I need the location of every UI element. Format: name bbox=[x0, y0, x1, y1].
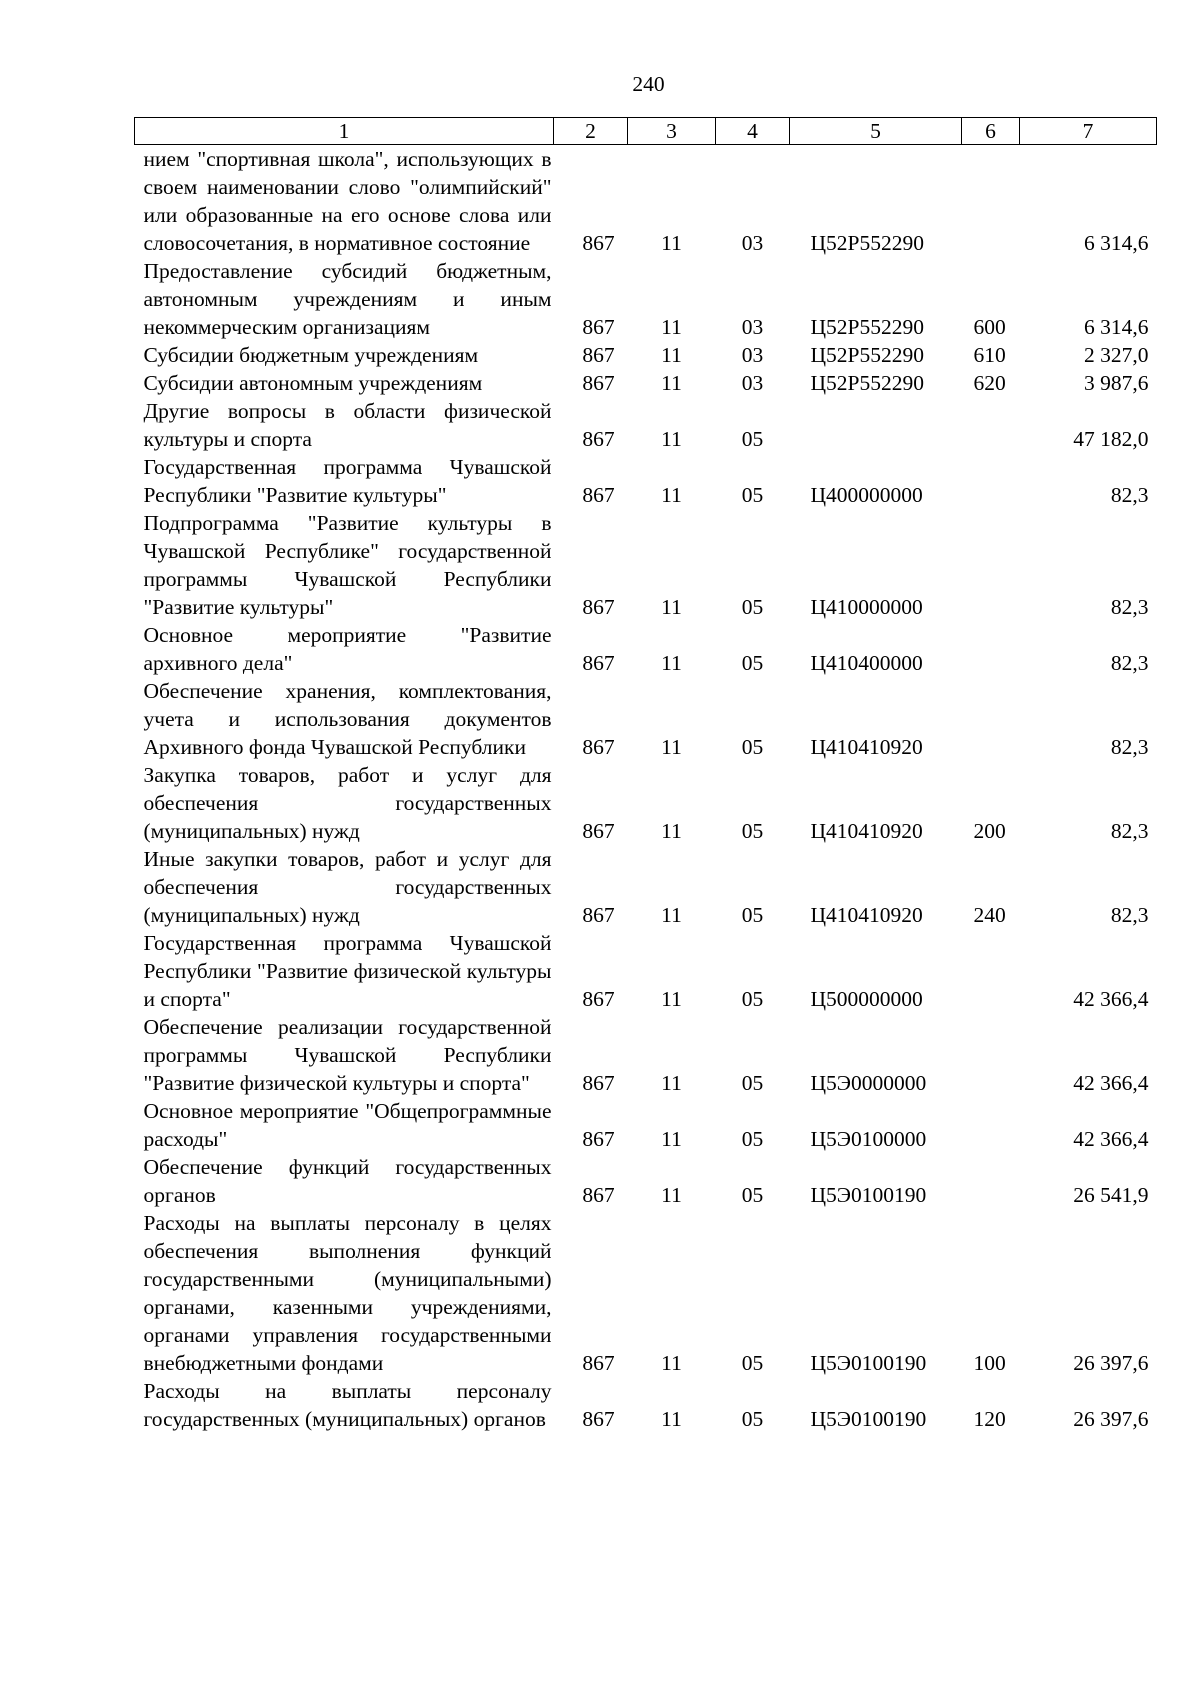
row-amount: 26 397,6 bbox=[1073, 1407, 1149, 1431]
row-subsection-code: 03 bbox=[741, 371, 764, 395]
row-section-code: 11 bbox=[661, 483, 682, 507]
row-subsection-code: 03 bbox=[741, 343, 764, 367]
row-expense-type bbox=[962, 1097, 1020, 1153]
row-amount: 42 366,4 bbox=[1073, 987, 1149, 1011]
row-amount: 3 987,6 bbox=[1084, 371, 1149, 395]
row-name: Основное мероприятие "Развитие архивного дела" bbox=[143, 623, 552, 675]
row-expense-type bbox=[962, 397, 1020, 453]
table-row bbox=[135, 1013, 1157, 1097]
row-expense-type bbox=[962, 145, 1020, 258]
row-expense-type bbox=[962, 1153, 1020, 1209]
row-name: нием "спортивная школа", использующих в своем наименовании слово "олимпийский" или образованные на его основе слова или словосочетания, в нормативное состояние bbox=[143, 147, 552, 255]
row-ministry-code: 867 bbox=[582, 735, 615, 759]
row-amount: 82,3 bbox=[1110, 483, 1149, 507]
table-row bbox=[135, 1097, 1157, 1153]
row-name: Подпрограмма "Развитие культуры в Чувашской Республике" государственной программы Чувашской Республики "Развитие культуры" bbox=[143, 511, 552, 619]
header-col-4: 4 bbox=[716, 118, 790, 145]
row-section-code: 11 bbox=[661, 427, 682, 451]
row-amount: 42 366,4 bbox=[1073, 1071, 1149, 1095]
table-row bbox=[135, 397, 1157, 453]
row-subsection-code: 03 bbox=[741, 231, 764, 255]
row-name: Обеспечение реализации государственной программы Чувашской Республики "Развитие физической культуры и спорта" bbox=[143, 1015, 552, 1095]
row-name: Предоставление субсидий бюджетным, автономным учреждениям и иным некоммерческим организациям bbox=[143, 259, 552, 339]
row-section-code: 11 bbox=[661, 315, 682, 339]
row-ministry-code: 867 bbox=[582, 427, 615, 451]
row-section-code: 11 bbox=[661, 735, 682, 759]
row-target-article: Ц5Э0100190 bbox=[810, 1183, 927, 1207]
table-row bbox=[135, 1377, 1157, 1433]
row-target-article: Ц5Э0100190 bbox=[810, 1407, 927, 1431]
row-name: Расходы на выплаты персоналу государственных (муниципальных) органов bbox=[143, 1379, 552, 1431]
row-subsection-code: 05 bbox=[741, 1183, 764, 1207]
table-header bbox=[135, 118, 1157, 145]
table-body bbox=[135, 145, 1157, 1434]
header-row bbox=[135, 118, 1157, 145]
row-ministry-code: 867 bbox=[582, 651, 615, 675]
row-name: Другие вопросы в области физической культуры и спорта bbox=[143, 399, 552, 451]
table-row bbox=[135, 453, 1157, 509]
row-target-article: Ц52P552290 bbox=[810, 231, 924, 255]
row-name: Иные закупки товаров, работ и услуг для обеспечения государственных (муниципальных) нужд bbox=[143, 847, 552, 927]
table-row bbox=[135, 509, 1157, 621]
row-subsection-code: 05 bbox=[741, 595, 764, 619]
row-subsection-code: 05 bbox=[741, 1071, 764, 1095]
row-name: Субсидии бюджетным учреждениям bbox=[143, 343, 479, 367]
row-amount: 6 314,6 bbox=[1084, 231, 1149, 255]
row-amount: 82,3 bbox=[1110, 651, 1149, 675]
row-section-code: 11 bbox=[661, 1183, 682, 1207]
row-subsection-code: 05 bbox=[741, 427, 764, 451]
row-ministry-code: 867 bbox=[582, 1071, 615, 1095]
row-target-article: Ц410410920 bbox=[810, 903, 923, 927]
row-target-article: Ц410000000 bbox=[810, 595, 923, 619]
row-expense-type bbox=[962, 677, 1020, 761]
table-row bbox=[135, 761, 1157, 845]
header-col-3: 3 bbox=[628, 118, 716, 145]
row-amount: 2 327,0 bbox=[1084, 343, 1149, 367]
table-row bbox=[135, 621, 1157, 677]
row-name: Государственная программа Чувашской Республики "Развитие физической культуры и спорта" bbox=[143, 931, 552, 1011]
row-expense-type bbox=[962, 929, 1020, 1013]
row-ministry-code: 867 bbox=[582, 1407, 615, 1431]
row-name: Обеспечение функций государственных органов bbox=[143, 1155, 552, 1207]
row-section-code: 11 bbox=[661, 1127, 682, 1151]
row-expense-type: 610 bbox=[973, 343, 1006, 367]
row-ministry-code: 867 bbox=[582, 483, 615, 507]
row-subsection-code: 03 bbox=[741, 315, 764, 339]
row-ministry-code: 867 bbox=[582, 903, 615, 927]
row-ministry-code: 867 bbox=[582, 315, 615, 339]
table-row bbox=[135, 145, 1157, 258]
table-row bbox=[135, 1153, 1157, 1209]
row-ministry-code: 867 bbox=[582, 1351, 615, 1375]
row-subsection-code: 05 bbox=[741, 735, 764, 759]
header-col-5: 5 bbox=[790, 118, 962, 145]
row-name: Субсидии автономным учреждениям bbox=[143, 371, 483, 395]
row-section-code: 11 bbox=[661, 343, 682, 367]
budget-table bbox=[134, 117, 1157, 1433]
row-ministry-code: 867 bbox=[582, 371, 615, 395]
row-target-article: Ц52P552290 bbox=[810, 343, 924, 367]
row-name: Основное мероприятие "Общепрограммные расходы" bbox=[143, 1099, 552, 1151]
row-expense-type: 240 bbox=[973, 903, 1006, 927]
row-section-code: 11 bbox=[661, 371, 682, 395]
row-target-article: Ц52P552290 bbox=[810, 371, 924, 395]
row-ministry-code: 867 bbox=[582, 1183, 615, 1207]
row-subsection-code: 05 bbox=[741, 903, 764, 927]
row-expense-type: 200 bbox=[973, 819, 1006, 843]
row-amount: 82,3 bbox=[1110, 903, 1149, 927]
row-section-code: 11 bbox=[661, 651, 682, 675]
row-expense-type bbox=[962, 621, 1020, 677]
header-col-2: 2 bbox=[554, 118, 628, 145]
row-section-code: 11 bbox=[661, 1351, 682, 1375]
row-section-code: 11 bbox=[661, 595, 682, 619]
table-row bbox=[135, 257, 1157, 341]
row-target-article: Ц52P552290 bbox=[810, 315, 924, 339]
row-expense-type: 600 bbox=[973, 315, 1006, 339]
row-amount: 42 366,4 bbox=[1073, 1127, 1149, 1151]
table-row bbox=[135, 677, 1157, 761]
row-target-article: Ц500000000 bbox=[810, 987, 923, 1011]
row-amount: 26 397,6 bbox=[1073, 1351, 1149, 1375]
row-section-code: 11 bbox=[661, 1407, 682, 1431]
row-ministry-code: 867 bbox=[582, 1127, 615, 1151]
row-ministry-code: 867 bbox=[582, 987, 615, 1011]
row-section-code: 11 bbox=[661, 231, 682, 255]
table-row bbox=[135, 929, 1157, 1013]
row-amount: 82,3 bbox=[1110, 595, 1149, 619]
row-target-article: Ц400000000 bbox=[810, 483, 923, 507]
row-amount: 26 541,9 bbox=[1073, 1183, 1149, 1207]
row-ministry-code: 867 bbox=[582, 231, 615, 255]
row-amount: 47 182,0 bbox=[1073, 427, 1149, 451]
table-row bbox=[135, 369, 1157, 397]
row-target-article: Ц5Э0000000 bbox=[810, 1071, 927, 1095]
row-name: Обеспечение хранения, комплектования, учета и использования документов Архивного фонда Чувашской Республики bbox=[143, 679, 552, 759]
row-subsection-code: 05 bbox=[741, 819, 764, 843]
row-name: Закупка товаров, работ и услуг для обеспечения государственных (муниципальных) нужд bbox=[143, 763, 552, 843]
row-target-article bbox=[790, 397, 962, 453]
header-col-6: 6 bbox=[962, 118, 1020, 145]
row-name: Расходы на выплаты персоналу в целях обеспечения выполнения функций государственными (муниципальными) органами, казенными учреждениями, органами управления государственными внебюджетными фондами bbox=[143, 1211, 552, 1375]
header-col-7: 7 bbox=[1020, 118, 1157, 145]
page-number: 240 bbox=[632, 72, 665, 96]
row-ministry-code: 867 bbox=[582, 819, 615, 843]
row-amount: 6 314,6 bbox=[1084, 315, 1149, 339]
row-expense-type bbox=[962, 1013, 1020, 1097]
header-col-1: 1 bbox=[135, 118, 554, 145]
row-section-code: 11 bbox=[661, 903, 682, 927]
row-name: Государственная программа Чувашской Республики "Развитие культуры" bbox=[143, 455, 552, 507]
row-target-article: Ц410410920 bbox=[810, 819, 923, 843]
row-subsection-code: 05 bbox=[741, 651, 764, 675]
row-section-code: 11 bbox=[661, 1071, 682, 1095]
row-target-article: Ц410400000 bbox=[810, 651, 923, 675]
row-expense-type bbox=[962, 453, 1020, 509]
row-target-article: Ц410410920 bbox=[810, 735, 923, 759]
row-section-code: 11 bbox=[661, 987, 682, 1011]
table-row bbox=[135, 1209, 1157, 1377]
row-subsection-code: 05 bbox=[741, 987, 764, 1011]
row-target-article: Ц5Э0100190 bbox=[810, 1351, 927, 1375]
table-row bbox=[135, 341, 1157, 369]
row-section-code: 11 bbox=[661, 819, 682, 843]
table-row bbox=[135, 845, 1157, 929]
row-expense-type: 120 bbox=[973, 1407, 1006, 1431]
row-expense-type bbox=[962, 509, 1020, 621]
row-ministry-code: 867 bbox=[582, 343, 615, 367]
row-amount: 82,3 bbox=[1110, 735, 1149, 759]
row-subsection-code: 05 bbox=[741, 483, 764, 507]
row-subsection-code: 05 bbox=[741, 1407, 764, 1431]
row-ministry-code: 867 bbox=[582, 595, 615, 619]
row-expense-type: 100 bbox=[973, 1351, 1006, 1375]
row-target-article: Ц5Э0100000 bbox=[810, 1127, 927, 1151]
row-amount: 82,3 bbox=[1110, 819, 1149, 843]
row-subsection-code: 05 bbox=[741, 1127, 764, 1151]
row-expense-type: 620 bbox=[973, 371, 1006, 395]
row-subsection-code: 05 bbox=[741, 1351, 764, 1375]
